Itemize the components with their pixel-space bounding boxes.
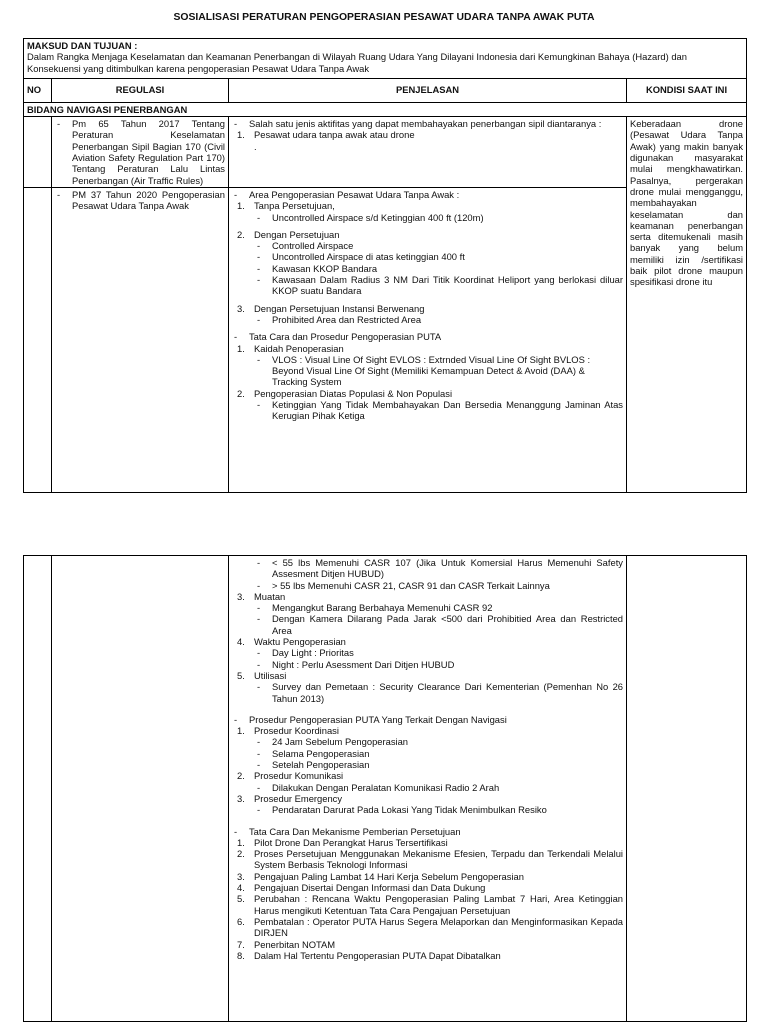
list-item: 6. Pembatalan : Operator PUTA Harus Segera Melaporkan dan Menginformasikan Kepada DIRJEN: [237, 915, 623, 939]
purpose-text: Dalam Rangka Menjaga Keselamatan dan Keamanan Penerbangan di Wilayah Ruang Udara Yang Dilayani Indonesia dari Kemungkinan Bahaya (Hazard) dan Konsekuensi yang ditimbulkan karena pengoperasian Pesawat Udara Tanpa Awak: [27, 51, 687, 74]
procedure-title: - Tata Cara dan Prosedur Pengoperasian PUTA: [232, 331, 623, 342]
sub-item: - Kawasaan Dalam Radius 3 NM Dari Titik Koordinat Heliport yang berlokasi diluar KKOP suatu Bandara: [254, 274, 623, 297]
regulation-table: [23, 38, 747, 493]
table-row: [24, 556, 747, 1022]
table-row: [24, 117, 747, 188]
sub-item: - Pendaratan Darurat Pada Lokasi Yang Tidak Menimbulkan Resiko: [254, 804, 623, 815]
sub-item: - Kawasan KKOP Bandara: [254, 263, 623, 274]
permit-list: [232, 837, 623, 961]
placeholder-dot: .: [254, 140, 257, 152]
purpose-row: [24, 39, 747, 79]
regulation-cell: [52, 556, 229, 1022]
row-number: [24, 556, 52, 1022]
regulation-text: - PM 37 Tahun 2020 Pengoperasian Pesawat Udara Tanpa Awak: [55, 189, 225, 212]
header-condition: KONDISI SAAT INI: [627, 78, 747, 102]
area-list: [232, 200, 623, 325]
area-title: - Area Pengoperasian Pesawat Udara Tanpa Awak :: [232, 189, 623, 200]
list-item: 3. Muatan - Mengangkut Barang Berbahaya Memenuhi CASR 92 - Dengan Kamera Dilarang Pada Jarak <500 dari Prohibitied Area dan Restricted Area: [232, 591, 623, 636]
list-item: 1. Tanpa Persetujuan, - Uncontrolled Airspace s/d Ketinggian 400 ft (120m): [232, 200, 623, 223]
list-item: 2. Prosedur Komunikasi - Dilakukan Dengan Peralatan Komunikasi Radio 2 Arah: [232, 770, 623, 793]
sub-item: - Day Light : Prioritas: [254, 647, 623, 658]
list-item: 4. Pengajuan Disertai Dengan Informasi dan Data Dukung: [237, 882, 486, 894]
sub-item: - > 55 lbs Memenuhi CASR 21, CASR 91 dan CASR Terkait Lainnya: [254, 580, 623, 591]
sub-item: - Dilakukan Dengan Peralatan Komunikasi Radio 2 Arah: [254, 782, 623, 793]
continuation-list: [232, 591, 623, 704]
header-explanation: PENJELASAN: [229, 78, 627, 102]
list-item: 5. Utilisasi - Survey dan Pemetaan : Security Clearance Dari Kementerian (Pemenhan No 26 Tahun 2013): [232, 670, 623, 704]
section-title: BIDANG NAVIGASI PENERBANGAN: [24, 102, 747, 116]
row-number: [24, 117, 52, 188]
permit-title: - Tata Cara Dan Mekanisme Pemberian Persetujuan: [232, 826, 623, 837]
header-no: NO: [24, 78, 52, 102]
regulation-text: - Pm 65 Tahun 2017 Tentang Peraturan Keselamatan Penerbangan Sipil Bagian 170 (Civil Aviation Safety Regulation Part 170) Tentang Peraturan Lalu Lintas Penerbangan (Air Traffic Rules): [55, 118, 225, 186]
sub-item: - Selama Pengoperasian: [254, 748, 623, 759]
list-item: 8. Dalam Hal Tertentu Pengoperasian PUTA Dapat Dibatalkan: [237, 949, 501, 961]
sub-item: - < 55 lbs Memenuhi CASR 107 (Jika Untuk Komersial Harus Memenuhi Safety Assesment Ditjen HUBUD): [254, 557, 623, 580]
sub-item: - Mengangkut Barang Berbahaya Memenuhi CASR 92: [254, 602, 623, 613]
header-row: [24, 78, 747, 102]
procedure-list: [232, 343, 623, 422]
list-item: 1. Kaidah Penoperasian - VLOS : Visual Line Of Sight EVLOS : Extrnded Visual Line Of Sight BVLOS : Beyond Visual Line Of Sight (Memiliki Kemampuan Detect & Avoid (DAA) & Tracking System: [232, 343, 623, 388]
list-item: 5. Perubahan : Rencana Waktu Pengoperasian Paling Lambat 7 Hari, Area Ketinggian Harus mengikuti Ketentuan Tata Cara Pengajuan Persetujuan: [237, 893, 623, 916]
list-item: 1. Pesawat udara tanpa awak atau drone: [237, 129, 415, 141]
explanation-cell: [229, 117, 627, 188]
regulation-cell: [52, 187, 229, 492]
explanation-cell: [229, 556, 627, 1022]
sub-item: - Prohibited Area dan Restricted Area: [254, 314, 623, 325]
sub-item: - Controlled Airspace: [254, 240, 623, 251]
list-item: 3. Dengan Persetujuan Instansi Berwenang - Prohibited Area dan Restricted Area: [232, 303, 623, 326]
condition-cell: [627, 556, 747, 1022]
lead-list: [232, 557, 623, 591]
sub-item: - Setelah Pengoperasian: [254, 759, 623, 770]
header-regulation: REGULASI: [52, 78, 229, 102]
sub-item: - VLOS : Visual Line Of Sight EVLOS : Extrnded Visual Line Of Sight BVLOS : Beyond Visual Line Of Sight (Memiliki Kemampuan Detect & Avoid (DAA) & Tracking System: [254, 354, 623, 388]
sub-item: - Dengan Kamera Dilarang Pada Jarak <500 dari Prohibitied Area dan Restricted Area: [254, 613, 623, 636]
sub-item: - Uncontrolled Airspace di atas ketinggian 400 ft: [254, 251, 623, 262]
list-item: 1. Pilot Drone Dan Perangkat Harus Tersertifikasi: [237, 836, 448, 848]
purpose-label: MAKSUD DAN TUJUAN :: [27, 40, 138, 51]
explanation-list: [232, 129, 623, 140]
regulation-cell: [52, 117, 229, 188]
explanation-intro: - Salah satu jenis aktifitas yang dapat membahayakan penerbangan sipil diantaranya :: [232, 118, 623, 129]
sub-item: - 24 Jam Sebelum Pengoperasian: [254, 736, 623, 747]
list-item: 1. Prosedur Koordinasi - 24 Jam Sebelum Pengoperasian - Selama Pengoperasian - Setelah Pengoperasian: [232, 725, 623, 770]
row-number: [24, 187, 52, 492]
list-item: 4. Waktu Pengoperasian - Day Light : Prioritas - Night : Perlu Asessment Dari Ditjen HUBUD: [232, 636, 623, 670]
document-title: SOSIALISASI PERATURAN PENGOPERASIAN PESAWAT UDARA TANPA AWAK PUTA: [173, 12, 595, 23]
continuation-table: [23, 555, 747, 1022]
navigation-procedure-list: [232, 725, 623, 815]
sub-item: - Night : Perlu Asessment Dari Ditjen HUBUD: [254, 659, 623, 670]
list-item: 7. Penerbitan NOTAM: [237, 938, 336, 950]
explanation-cell: [229, 187, 627, 492]
condition-cell: Keberadaan drone (Pesawat Udara Tanpa Awak) yang makin banyak digunakan masyarakat mulai mengkhawatirkan. Pasalnya, pergerakan drone mulai mengganggu, membahayakan keselamatan dan keamanan penerbangan serta ditemukenali masih banyak yang belum memiliki izin /sertifikasi baik pilot drone maupun spesifikasi drone itu: [627, 117, 747, 493]
sub-item: - Uncontrolled Airspace s/d Ketinggian 400 ft (120m): [254, 212, 623, 223]
list-item: 3. Prosedur Emergency - Pendaratan Darurat Pada Lokasi Yang Tidak Menimbulkan Resiko: [232, 793, 623, 816]
sub-item: - Ketinggian Yang Tidak Membahayakan Dan Bersedia Menanggung Jaminan Atas Kerugian Pihak Ketiga: [254, 399, 623, 422]
sub-item: - Survey dan Pemetaan : Security Clearance Dari Kementerian (Pemenhan No 26 Tahun 2013): [254, 681, 623, 704]
navigation-procedure-title: - Prosedur Pengoperasian PUTA Yang Terkait Dengan Navigasi: [232, 714, 623, 725]
list-item: 3. Pengajuan Paling Lambat 14 Hari Kerja Sebelum Pengoperasian: [237, 870, 524, 882]
list-item: 2. Dengan Persetujuan - Controlled Airspace - Uncontrolled Airspace di atas ketinggian 400 ft - Kawasan KKOP Bandara - Kawasaan Dalam Radius 3 NM Dari Titik Koordinat Heliport yang berlokasi diluar KKOP suatu Bandara: [232, 229, 623, 297]
list-item: 2. Proses Persetujuan Menggunakan Mekanisme Efesien, Terpadu dan Terkendali Melalui System Berbasis Teknologi Informasi: [237, 848, 623, 871]
list-item: 2. Pengoperasian Diatas Populasi & Non Populasi - Ketinggian Yang Tidak Membahayakan Dan Bersedia Menanggung Jaminan Atas Kerugian Pihak Ketiga: [232, 388, 623, 422]
section-row: [24, 102, 747, 116]
